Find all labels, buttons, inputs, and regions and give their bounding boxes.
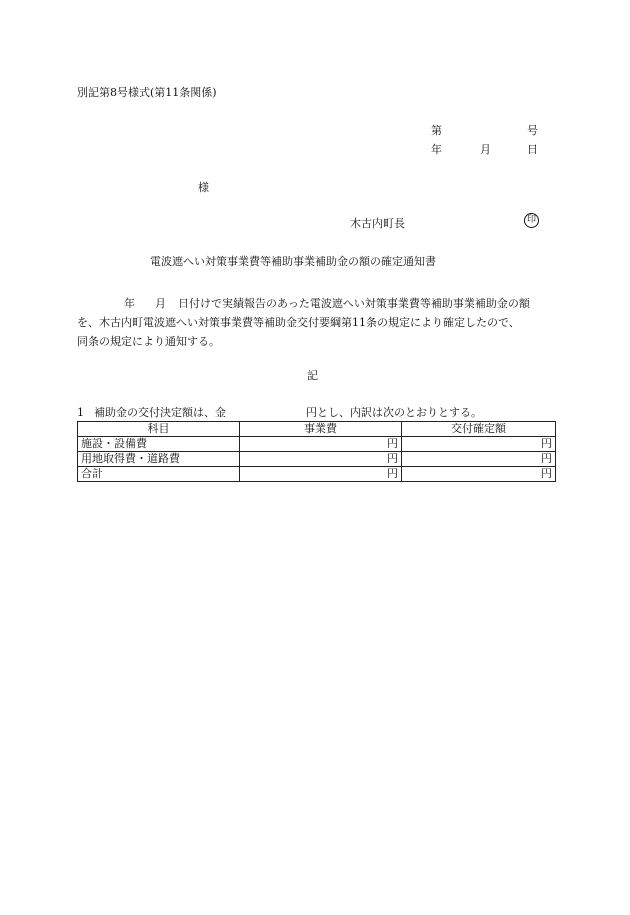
body-date-year: 年 <box>124 297 135 310</box>
body-date-month: 月 <box>155 297 166 310</box>
date-day: 日 <box>527 143 538 156</box>
row-item: 用地取得費・道路費 <box>78 452 240 467</box>
row-cost: 円 <box>240 437 402 452</box>
row-cost: 円 <box>240 452 402 467</box>
notice-body <box>77 294 557 351</box>
addressee-suffix: 様 <box>198 181 209 194</box>
document-title: 電波遮へい対策事業費等補助事業補助金の額の確定通知書 <box>150 255 436 268</box>
table-row <box>78 452 556 467</box>
issuer-title: 木古内町長 <box>350 217 405 230</box>
row-confirmed: 円 <box>402 437 556 452</box>
date-month: 月 <box>480 143 491 156</box>
number-prefix: 第 <box>431 124 442 137</box>
seal-mark: 印 <box>524 213 539 228</box>
row-item: 施設・設備費 <box>78 437 240 452</box>
row-item: 合計 <box>78 467 240 482</box>
table-header-row <box>78 422 556 437</box>
row-confirmed: 円 <box>402 467 556 482</box>
number-suffix: 号 <box>527 124 538 137</box>
header-confirmed: 交付確定額 <box>402 422 556 437</box>
ki-heading: 記 <box>307 369 318 382</box>
item1-line <box>77 407 482 418</box>
body-line2: を、木古内町電波遮へい対策事業費等補助金交付要綱第11条の規定により確定したので、 <box>77 316 520 329</box>
body-line1-rest: 日付けで実績報告のあった電波遮へい対策事業費等補助事業補助金の額 <box>178 297 530 310</box>
header-cost: 事業費 <box>240 422 402 437</box>
table-row <box>78 467 556 482</box>
body-line3: 同条の規定により通知する。 <box>77 335 220 348</box>
row-cost: 円 <box>240 467 402 482</box>
breakdown-table <box>77 421 556 482</box>
date-year: 年 <box>431 143 442 156</box>
item1-text-a: 補助金の交付決定額は、金 <box>94 406 226 419</box>
item1-number: 1 <box>77 406 84 419</box>
header-item: 科目 <box>78 422 240 437</box>
form-label: 別記第8号様式(第11条関係) <box>77 86 217 99</box>
row-confirmed: 円 <box>402 452 556 467</box>
item1-text-b: 円とし、内訳は次のとおりとする。 <box>306 406 482 419</box>
table-row <box>78 437 556 452</box>
